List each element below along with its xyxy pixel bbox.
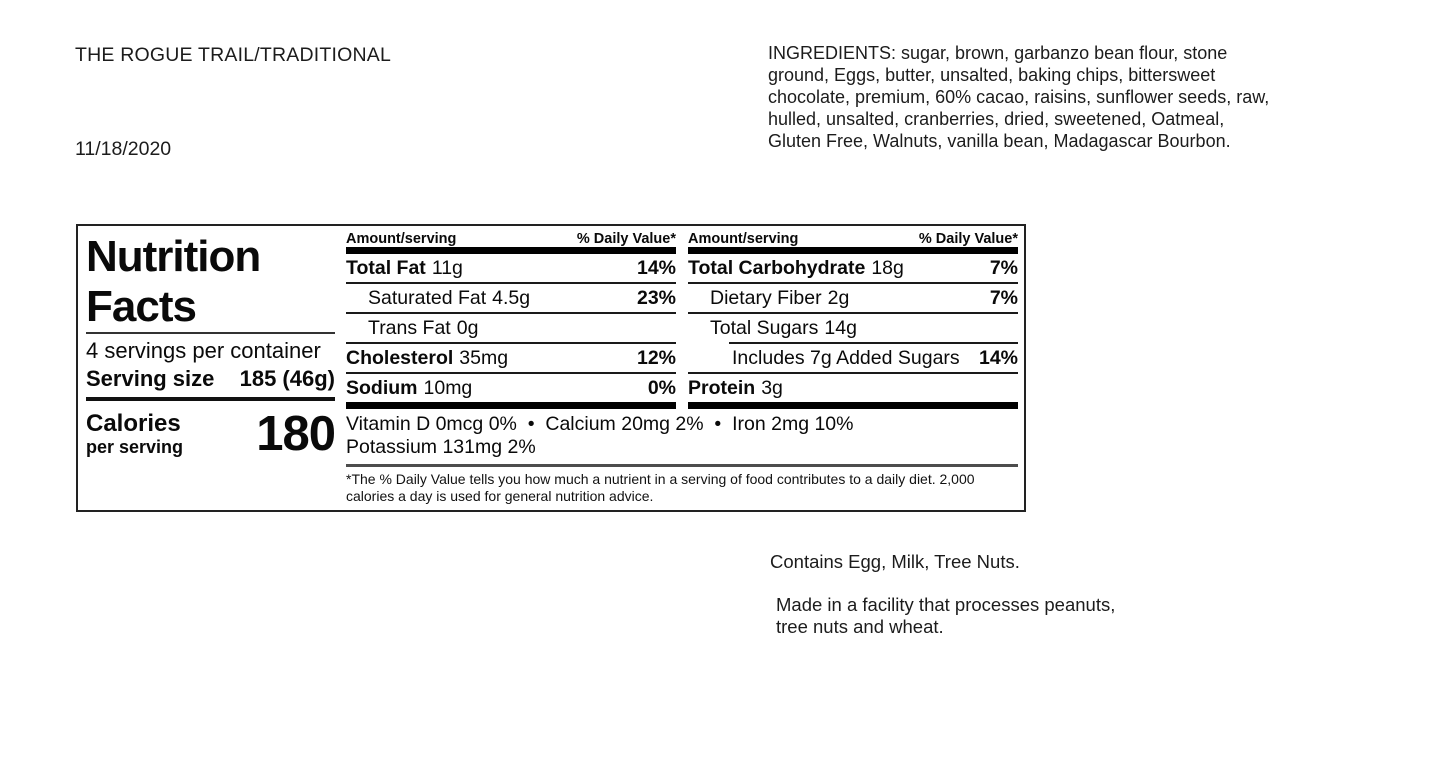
nutrient-row-sodium: [346, 374, 676, 402]
nutrient-name: Total Fat: [346, 256, 426, 279]
nutrient-name: Trans Fat: [368, 316, 451, 339]
nutrient-row-dietary-fiber: [688, 284, 1018, 312]
nutrient-name: Includes 7g Added Sugars: [732, 346, 960, 369]
facility-statement: [776, 594, 1115, 638]
nutrient-row-total-sugars: [688, 314, 1018, 342]
ingredients-line: ground, Eggs, butter, unsalted, baking chips, bittersweet: [768, 65, 1216, 85]
footnote-divider: [346, 464, 1018, 467]
nutrient-row-cholesterol: [346, 344, 676, 372]
nutrient-row-added-sugars: [688, 344, 1018, 372]
contains-statement: Contains Egg, Milk, Tree Nuts.: [770, 551, 1020, 572]
divider: [86, 332, 335, 334]
nutrient-amount: 2g: [827, 286, 850, 309]
amount-serving-header: Amount/serving: [346, 231, 457, 247]
nutrient-amount: 18g: [871, 256, 904, 279]
calories-row: [86, 407, 335, 461]
thick-bar: [346, 402, 676, 409]
nutrient-dv: 14%: [636, 256, 676, 279]
nutrient-dv: 0%: [647, 376, 676, 399]
nutrient-dv: 7%: [989, 256, 1018, 279]
thick-bar: [688, 247, 1018, 254]
nutrient-row-saturated-fat: [346, 284, 676, 312]
nutrient-row-total-carbohydrate: [688, 254, 1018, 282]
thick-bar: [688, 402, 1018, 409]
nutrient-amount: 4.5g: [492, 286, 531, 309]
label-left-panel: [86, 232, 335, 461]
amount-serving-header: Amount/serving: [688, 231, 799, 247]
daily-value-header: % Daily Value*: [576, 231, 676, 247]
footnote-line: *The % Daily Value tells you how much a nutrient in a serving of food contributes to a daily diet. 2,000: [346, 471, 975, 487]
nutrition-facts-label: [76, 224, 1026, 512]
nutrient-amount: 0g: [456, 316, 479, 339]
micronutrients-line2: Potassium 131mg 2%: [346, 435, 536, 458]
calories-value: 180: [256, 407, 335, 461]
label-title-line1: Nutrition: [86, 232, 261, 281]
micronutrients: [346, 413, 1021, 458]
nutrient-name: Total Sugars: [710, 316, 819, 339]
nutrient-name: Sodium: [346, 376, 418, 399]
calories-sublabel: per serving: [86, 437, 184, 457]
nutrient-name: Saturated Fat: [368, 286, 487, 309]
product-title: THE ROGUE TRAIL/TRADITIONAL: [75, 44, 392, 66]
document-date: 11/18/2020: [75, 138, 172, 160]
nutrient-amount: 11g: [431, 256, 463, 279]
daily-value-header: % Daily Value*: [918, 231, 1018, 247]
column-header: [346, 231, 676, 247]
nutrient-name: Protein: [688, 376, 756, 399]
ingredients-line: hulled, unsalted, cranberries, dried, sweetened, Oatmeal,: [768, 109, 1225, 129]
nutrient-amount: 3g: [761, 376, 783, 399]
nutrient-amount: 10mg: [423, 376, 473, 399]
servings-per-container: 4 servings per container: [86, 338, 321, 363]
daily-value-footnote: [346, 471, 1036, 504]
calories-labels: [86, 411, 183, 457]
ingredients-line: Gluten Free, Walnuts, vanilla bean, Madagascar Bourbon.: [768, 131, 1231, 151]
ingredients-line: INGREDIENTS: sugar, brown, garbanzo bean flour, stone: [768, 43, 1228, 63]
serving-size-value: 185 (46g): [239, 366, 335, 391]
nutrient-amount: 14g: [824, 316, 857, 339]
ingredients-line: chocolate, premium, 60% cacao, raisins, sunflower seeds, raw,: [768, 87, 1270, 107]
footnote-line: calories a day is used for general nutrition advice.: [346, 487, 654, 504]
nutrient-column-2: [688, 226, 1018, 409]
serving-size-label: Serving size: [86, 366, 215, 391]
label-title-line2: Facts: [86, 282, 196, 331]
nutrient-amount: 35mg: [459, 346, 509, 369]
nutrient-row-protein: [688, 374, 1018, 402]
nutrient-name: Total Carbohydrate: [688, 256, 866, 279]
nutrient-name: Cholesterol: [346, 346, 454, 369]
ingredients-paragraph: [768, 42, 1269, 152]
serving-size-row: [86, 366, 335, 392]
facility-line: Made in a facility that processes peanuts,: [776, 594, 1116, 615]
nutrient-row-trans-fat: [346, 314, 676, 342]
nutrient-dv: 12%: [636, 346, 676, 369]
nutrient-dv: 7%: [989, 286, 1018, 309]
facility-line: tree nuts and wheat.: [776, 616, 944, 637]
nutrient-name: Dietary Fiber: [710, 286, 822, 309]
nutrient-row-total-fat: [346, 254, 676, 282]
micronutrients-line1: Vitamin D 0mcg 0% • Calcium 20mg 2% • Iron 2mg 10%: [346, 413, 854, 435]
nutrient-dv: 14%: [978, 346, 1018, 369]
nutrient-dv: 23%: [636, 286, 676, 309]
thick-bar: [346, 247, 676, 254]
divider: [86, 397, 335, 401]
column-header: [688, 231, 1018, 247]
nutrient-column-1: [346, 226, 676, 409]
calories-label: Calories: [86, 410, 181, 437]
